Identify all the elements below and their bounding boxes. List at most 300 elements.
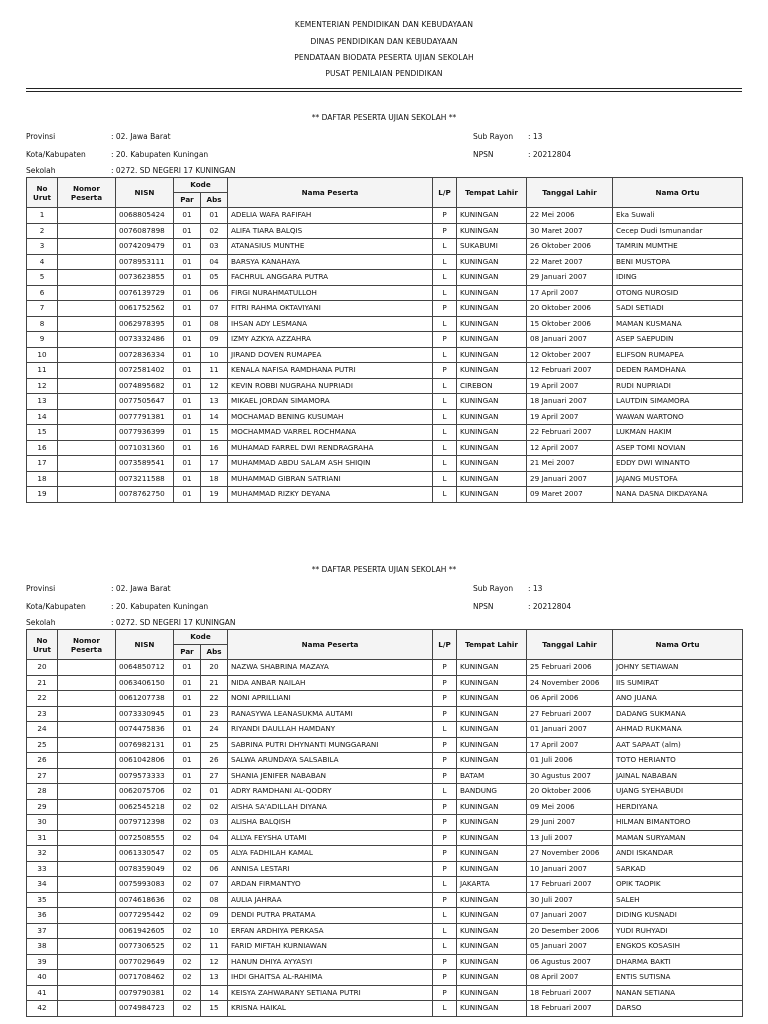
cell-nama-peserta: FIRGI NURAHMATULLOH [228, 285, 433, 301]
cell-lp: L [433, 923, 457, 939]
cell-tempat-lahir: BANDUNG [457, 784, 527, 800]
cell-lp: P [433, 753, 457, 769]
table-row [27, 908, 743, 924]
cell-tempat-lahir: KUNINGAN [457, 394, 527, 410]
cell-no-urut: 40 [27, 970, 58, 986]
cell-no-urut: 20 [27, 660, 58, 676]
cell-nama-ortu: MAMAN KUSMANA [613, 316, 743, 332]
table-row [27, 285, 743, 301]
npsn-label: NPSN [473, 150, 494, 159]
cell-no-urut: 5 [27, 270, 58, 286]
cell-lp: P [433, 954, 457, 970]
cell-lp: L [433, 440, 457, 456]
cell-nisn: 0064850712 [116, 660, 174, 676]
cell-nama-ortu: HILMAN BIMANTORO [613, 815, 743, 831]
table-row [27, 722, 743, 738]
cell-nisn: 0076982131 [116, 737, 174, 753]
cell-tanggal-lahir: 12 April 2007 [527, 440, 613, 456]
cell-abs: 05 [201, 846, 228, 862]
cell-abs: 13 [201, 394, 228, 410]
cell-nomor-peserta [58, 784, 116, 800]
cell-nama-peserta: NONI APRILLIANI [228, 691, 433, 707]
cell-tempat-lahir: SUKABUMI [457, 239, 527, 255]
cell-tanggal-lahir: 06 Agustus 2007 [527, 954, 613, 970]
cell-lp: P [433, 675, 457, 691]
cell-tempat-lahir: KUNINGAN [457, 347, 527, 363]
table-row [27, 815, 743, 831]
cell-nama-ortu: ENGKOS KOSASIH [613, 939, 743, 955]
cell-abs: 01 [201, 208, 228, 224]
cell-nama-ortu: ASEP TOMI NOVIAN [613, 440, 743, 456]
cell-lp: P [433, 830, 457, 846]
cell-nisn: 0077936399 [116, 425, 174, 441]
table-row [27, 487, 743, 503]
cell-nisn: 0073589541 [116, 456, 174, 472]
cell-tanggal-lahir: 06 April 2006 [527, 691, 613, 707]
sub-rayon-value: : 13 [528, 132, 543, 141]
cell-tempat-lahir: KUNINGAN [457, 440, 527, 456]
cell-par: 01 [174, 316, 201, 332]
cell-par: 01 [174, 753, 201, 769]
cell-nama-peserta: MUHAMMAD GIBRAN SATRIANI [228, 471, 433, 487]
cell-tempat-lahir: KUNINGAN [457, 753, 527, 769]
cell-tanggal-lahir: 22 Mei 2006 [527, 208, 613, 224]
kota-value: : 20. Kabupaten Kuningan [111, 602, 209, 611]
col-nisn: NISN [116, 630, 174, 660]
cell-nisn: 0078762750 [116, 487, 174, 503]
table-row [27, 660, 743, 676]
cell-nama-ortu: HERDIYANA [613, 799, 743, 815]
cell-nisn: 0061752562 [116, 301, 174, 317]
cell-lp: L [433, 316, 457, 332]
cell-nomor-peserta [58, 861, 116, 877]
cell-nama-ortu: JAINAL NABABAN [613, 768, 743, 784]
table-row [27, 753, 743, 769]
cell-nama-peserta: RANASYWA LEANASUKMA AUTAMI [228, 706, 433, 722]
cell-nisn: 0077505647 [116, 394, 174, 410]
cell-nama-ortu: JOHNY SETIAWAN [613, 660, 743, 676]
cell-nama-ortu: IDING [613, 270, 743, 286]
cell-nisn: 0063406150 [116, 675, 174, 691]
table-row [27, 254, 743, 270]
cell-nama-ortu: WAWAN WARTONO [613, 409, 743, 425]
cell-nama-ortu: NANA DASNA DIKDAYANA [613, 487, 743, 503]
cell-no-urut: 32 [27, 846, 58, 862]
cell-nama-peserta: ALISHA BALQISH [228, 815, 433, 831]
cell-nama-ortu: SARKAD [613, 861, 743, 877]
cell-abs: 04 [201, 254, 228, 270]
cell-abs: 01 [201, 784, 228, 800]
cell-abs: 08 [201, 316, 228, 332]
cell-abs: 12 [201, 954, 228, 970]
cell-abs: 02 [201, 799, 228, 815]
table-row [27, 830, 743, 846]
cell-nisn: 0073332486 [116, 332, 174, 348]
cell-nama-peserta: ADELIA WAFA RAFIFAH [228, 208, 433, 224]
cell-nisn: 0068805424 [116, 208, 174, 224]
sekolah-label: Sekolah [26, 166, 56, 175]
table-row [27, 923, 743, 939]
cell-par: 02 [174, 784, 201, 800]
cell-lp: L [433, 378, 457, 394]
cell-par: 01 [174, 394, 201, 410]
cell-nomor-peserta [58, 675, 116, 691]
cell-nisn: 0061330547 [116, 846, 174, 862]
cell-lp: P [433, 768, 457, 784]
cell-nama-ortu: LUKMAN HAKIM [613, 425, 743, 441]
cell-tanggal-lahir: 08 April 2007 [527, 970, 613, 986]
header-line-2: DINAS PENDIDIKAN DAN KEBUDAYAAN [310, 37, 458, 46]
table-row [27, 939, 743, 955]
cell-no-urut: 4 [27, 254, 58, 270]
cell-nomor-peserta [58, 815, 116, 831]
cell-no-urut: 22 [27, 691, 58, 707]
cell-par: 02 [174, 815, 201, 831]
cell-par: 01 [174, 254, 201, 270]
cell-par: 01 [174, 270, 201, 286]
cell-abs: 10 [201, 923, 228, 939]
cell-nama-ortu: LAUTDIN SIMAMORA [613, 394, 743, 410]
cell-tempat-lahir: BATAM [457, 768, 527, 784]
cell-nama-ortu: SADI SETIADI [613, 301, 743, 317]
col-par: Par [174, 193, 201, 208]
cell-lp: P [433, 892, 457, 908]
cell-tanggal-lahir: 18 Februari 2007 [527, 1001, 613, 1017]
cell-abs: 04 [201, 830, 228, 846]
cell-nama-peserta: KENALA NAFISA RAMDHANA PUTRI [228, 363, 433, 379]
cell-tanggal-lahir: 29 Juni 2007 [527, 815, 613, 831]
cell-par: 01 [174, 660, 201, 676]
cell-no-urut: 31 [27, 830, 58, 846]
cell-tanggal-lahir: 30 Maret 2007 [527, 223, 613, 239]
cell-tempat-lahir: KUNINGAN [457, 270, 527, 286]
cell-nama-peserta: ADRY RAMDHANI AL-QODRY [228, 784, 433, 800]
col-abs: Abs [201, 645, 228, 660]
cell-nama-peserta: IZMY AZKYA AZZAHRA [228, 332, 433, 348]
table-row [27, 223, 743, 239]
cell-par: 01 [174, 706, 201, 722]
cell-nomor-peserta [58, 892, 116, 908]
cell-tanggal-lahir: 30 Juli 2007 [527, 892, 613, 908]
cell-no-urut: 39 [27, 954, 58, 970]
cell-tanggal-lahir: 29 Januari 2007 [527, 471, 613, 487]
cell-abs: 15 [201, 1001, 228, 1017]
cell-no-urut: 9 [27, 332, 58, 348]
cell-nama-ortu: JAJANG MUSTOFA [613, 471, 743, 487]
cell-nomor-peserta [58, 471, 116, 487]
cell-no-urut: 13 [27, 394, 58, 410]
cell-abs: 22 [201, 691, 228, 707]
cell-abs: 21 [201, 675, 228, 691]
cell-tempat-lahir: KUNINGAN [457, 985, 527, 1001]
cell-abs: 20 [201, 660, 228, 676]
cell-nama-peserta: MUHAMMAD RIZKY DEYANA [228, 487, 433, 503]
cell-no-urut: 41 [27, 985, 58, 1001]
cell-nama-peserta: RIYANDI DAULLAH HAMDANY [228, 722, 433, 738]
cell-nisn: 0074984723 [116, 1001, 174, 1017]
cell-nisn: 0078953111 [116, 254, 174, 270]
cell-nisn: 0071031360 [116, 440, 174, 456]
cell-tempat-lahir: KUNINGAN [457, 425, 527, 441]
cell-nomor-peserta [58, 985, 116, 1001]
cell-par: 01 [174, 440, 201, 456]
cell-nama-ortu: DADANG SUKMANA [613, 706, 743, 722]
cell-tanggal-lahir: 21 Mei 2007 [527, 456, 613, 472]
cell-tanggal-lahir: 08 Januari 2007 [527, 332, 613, 348]
cell-no-urut: 12 [27, 378, 58, 394]
col-lp: L/P [433, 630, 457, 660]
cell-nama-peserta: IHSAN ADY LESMANA [228, 316, 433, 332]
col-nomor-peserta: Nomor Peserta [58, 178, 116, 208]
cell-nama-peserta: ERFAN ARDHIYA PERKASA [228, 923, 433, 939]
cell-abs: 23 [201, 706, 228, 722]
table-row [27, 363, 743, 379]
cell-nomor-peserta [58, 270, 116, 286]
cell-tanggal-lahir: 27 November 2006 [527, 846, 613, 862]
provinsi-value: : 02. Jawa Barat [111, 132, 171, 141]
cell-tempat-lahir: KUNINGAN [457, 815, 527, 831]
cell-tempat-lahir: KUNINGAN [457, 830, 527, 846]
cell-nomor-peserta [58, 239, 116, 255]
col-tempat-lahir: Tempat Lahir [457, 630, 527, 660]
cell-par: 01 [174, 722, 201, 738]
kota-value: : 20. Kabupaten Kuningan [111, 150, 209, 159]
cell-tempat-lahir: KUNINGAN [457, 861, 527, 877]
cell-nama-ortu: BENI MUSTOPA [613, 254, 743, 270]
cell-par: 02 [174, 861, 201, 877]
col-lp: L/P [433, 178, 457, 208]
cell-nomor-peserta [58, 970, 116, 986]
cell-lp: P [433, 208, 457, 224]
cell-abs: 06 [201, 285, 228, 301]
col-kode: Kode [174, 630, 228, 645]
cell-tanggal-lahir: 05 Januari 2007 [527, 939, 613, 955]
header-divider-top [26, 88, 742, 89]
cell-nisn: 0077306525 [116, 939, 174, 955]
cell-no-urut: 37 [27, 923, 58, 939]
cell-abs: 03 [201, 239, 228, 255]
cell-par: 02 [174, 970, 201, 986]
cell-tanggal-lahir: 10 Januari 2007 [527, 861, 613, 877]
section-title-2: ** DAFTAR PESERTA UJIAN SEKOLAH ** [311, 565, 457, 574]
cell-no-urut: 2 [27, 223, 58, 239]
cell-nama-ortu: YUDI RUHYADI [613, 923, 743, 939]
cell-lp: P [433, 363, 457, 379]
cell-tempat-lahir: KUNINGAN [457, 939, 527, 955]
cell-abs: 03 [201, 815, 228, 831]
table-row [27, 970, 743, 986]
cell-lp: L [433, 239, 457, 255]
col-tempat-lahir: Tempat Lahir [457, 178, 527, 208]
provinsi-label: Provinsi [26, 132, 56, 141]
cell-abs: 11 [201, 363, 228, 379]
cell-lp: L [433, 939, 457, 955]
cell-tempat-lahir: KUNINGAN [457, 1001, 527, 1017]
cell-nama-peserta: AISHA SA'ADILLAH DIYANA [228, 799, 433, 815]
cell-par: 01 [174, 409, 201, 425]
cell-par: 02 [174, 846, 201, 862]
table-row [27, 985, 743, 1001]
cell-tanggal-lahir: 13 Juli 2007 [527, 830, 613, 846]
cell-no-urut: 1 [27, 208, 58, 224]
cell-abs: 14 [201, 985, 228, 1001]
cell-nomor-peserta [58, 285, 116, 301]
cell-no-urut: 33 [27, 861, 58, 877]
cell-tanggal-lahir: 20 Oktober 2006 [527, 301, 613, 317]
cell-tempat-lahir: KUNINGAN [457, 846, 527, 862]
section-title-1: ** DAFTAR PESERTA UJIAN SEKOLAH ** [311, 113, 457, 122]
cell-tempat-lahir: KUNINGAN [457, 722, 527, 738]
table-row [27, 239, 743, 255]
cell-lp: L [433, 254, 457, 270]
sekolah-value: : 0272. SD NEGERI 17 KUNINGAN [111, 618, 236, 627]
table-row [27, 768, 743, 784]
cell-lp: P [433, 660, 457, 676]
cell-nama-ortu: ANDI ISKANDAR [613, 846, 743, 862]
cell-nama-peserta: SHANIA JENIFER NABABAN [228, 768, 433, 784]
cell-nisn: 0079790381 [116, 985, 174, 1001]
cell-lp: P [433, 846, 457, 862]
cell-nomor-peserta [58, 768, 116, 784]
cell-no-urut: 25 [27, 737, 58, 753]
cell-tanggal-lahir: 17 Februari 2007 [527, 877, 613, 893]
cell-tempat-lahir: KUNINGAN [457, 316, 527, 332]
table-row [27, 270, 743, 286]
cell-tanggal-lahir: 22 Maret 2007 [527, 254, 613, 270]
cell-tanggal-lahir: 20 Oktober 2006 [527, 784, 613, 800]
cell-nomor-peserta [58, 425, 116, 441]
cell-nama-ortu: UJANG SYEHABUDI [613, 784, 743, 800]
cell-nama-peserta: DENDI PUTRA PRATAMA [228, 908, 433, 924]
cell-tempat-lahir: KUNINGAN [457, 456, 527, 472]
cell-abs: 16 [201, 440, 228, 456]
cell-lp: P [433, 861, 457, 877]
cell-nama-peserta: JIRAND DOVEN RUMAPEA [228, 347, 433, 363]
table-row [27, 409, 743, 425]
cell-abs: 25 [201, 737, 228, 753]
cell-abs: 19 [201, 487, 228, 503]
cell-abs: 24 [201, 722, 228, 738]
cell-nomor-peserta [58, 409, 116, 425]
cell-lp: P [433, 691, 457, 707]
cell-abs: 09 [201, 332, 228, 348]
cell-tempat-lahir: CIREBON [457, 378, 527, 394]
cell-nisn: 0077791381 [116, 409, 174, 425]
cell-nomor-peserta [58, 378, 116, 394]
cell-nomor-peserta [58, 487, 116, 503]
cell-nisn: 0062075706 [116, 784, 174, 800]
col-nama-ortu: Nama Ortu [613, 178, 743, 208]
cell-nomor-peserta [58, 456, 116, 472]
cell-abs: 14 [201, 409, 228, 425]
cell-par: 01 [174, 363, 201, 379]
table-row [27, 737, 743, 753]
cell-nama-ortu: SALEH [613, 892, 743, 908]
cell-nisn: 0076087898 [116, 223, 174, 239]
cell-nisn: 0074209479 [116, 239, 174, 255]
table-row [27, 861, 743, 877]
cell-no-urut: 42 [27, 1001, 58, 1017]
cell-abs: 18 [201, 471, 228, 487]
cell-nisn: 0079712398 [116, 815, 174, 831]
cell-abs: 12 [201, 378, 228, 394]
cell-lp: L [433, 722, 457, 738]
cell-lp: P [433, 223, 457, 239]
sub-rayon-label: Sub Rayon [473, 132, 514, 141]
cell-tempat-lahir: KUNINGAN [457, 660, 527, 676]
cell-nama-peserta: KRISNA HAIKAL [228, 1001, 433, 1017]
cell-nomor-peserta [58, 846, 116, 862]
cell-tanggal-lahir: 12 Oktober 2007 [527, 347, 613, 363]
cell-nama-ortu: DARSO [613, 1001, 743, 1017]
cell-nama-ortu: OTONG NUROSID [613, 285, 743, 301]
table-row [27, 440, 743, 456]
cell-abs: 05 [201, 270, 228, 286]
cell-nama-ortu: AHMAD RUKMANA [613, 722, 743, 738]
cell-lp: L [433, 487, 457, 503]
col-no-urut: No Urut [27, 178, 58, 208]
cell-lp: L [433, 270, 457, 286]
cell-nama-ortu: EDDY DWI WINANTO [613, 456, 743, 472]
cell-no-urut: 8 [27, 316, 58, 332]
cell-no-urut: 7 [27, 301, 58, 317]
cell-no-urut: 35 [27, 892, 58, 908]
cell-nomor-peserta [58, 799, 116, 815]
cell-nisn: 0074618636 [116, 892, 174, 908]
cell-abs: 07 [201, 301, 228, 317]
cell-nomor-peserta [58, 316, 116, 332]
table-row [27, 471, 743, 487]
cell-nama-peserta: NAZWA SHABRINA MAZAYA [228, 660, 433, 676]
cell-no-urut: 6 [27, 285, 58, 301]
cell-tempat-lahir: KUNINGAN [457, 923, 527, 939]
cell-nomor-peserta [58, 923, 116, 939]
cell-tempat-lahir: KUNINGAN [457, 223, 527, 239]
table-row [27, 954, 743, 970]
cell-par: 01 [174, 691, 201, 707]
cell-par: 01 [174, 768, 201, 784]
cell-no-urut: 21 [27, 675, 58, 691]
cell-tanggal-lahir: 19 April 2007 [527, 409, 613, 425]
cell-par: 02 [174, 799, 201, 815]
sub-rayon-value: : 13 [528, 584, 543, 593]
cell-nisn: 0074895682 [116, 378, 174, 394]
cell-no-urut: 3 [27, 239, 58, 255]
col-nama-peserta: Nama Peserta [228, 630, 433, 660]
cell-tempat-lahir: JAKARTA [457, 877, 527, 893]
cell-tanggal-lahir: 20 Desember 2006 [527, 923, 613, 939]
cell-tanggal-lahir: 17 April 2007 [527, 737, 613, 753]
cell-abs: 27 [201, 768, 228, 784]
cell-par: 02 [174, 908, 201, 924]
cell-nisn: 0072581402 [116, 363, 174, 379]
cell-par: 01 [174, 223, 201, 239]
cell-tanggal-lahir: 09 Maret 2007 [527, 487, 613, 503]
cell-tempat-lahir: KUNINGAN [457, 706, 527, 722]
kota-label: Kota/Kabupaten [26, 602, 86, 611]
cell-nomor-peserta [58, 254, 116, 270]
cell-tanggal-lahir: 07 Januari 2007 [527, 908, 613, 924]
table-row [27, 378, 743, 394]
cell-par: 02 [174, 939, 201, 955]
cell-nomor-peserta [58, 706, 116, 722]
cell-nama-peserta: NIDA ANBAR NAILAH [228, 675, 433, 691]
cell-tanggal-lahir: 19 April 2007 [527, 378, 613, 394]
cell-lp: P [433, 332, 457, 348]
header-line-4: PUSAT PENILAIAN PENDIDIKAN [325, 69, 443, 78]
cell-nama-ortu: AAT SAPAAT (alm) [613, 737, 743, 753]
sekolah-label: Sekolah [26, 618, 56, 627]
